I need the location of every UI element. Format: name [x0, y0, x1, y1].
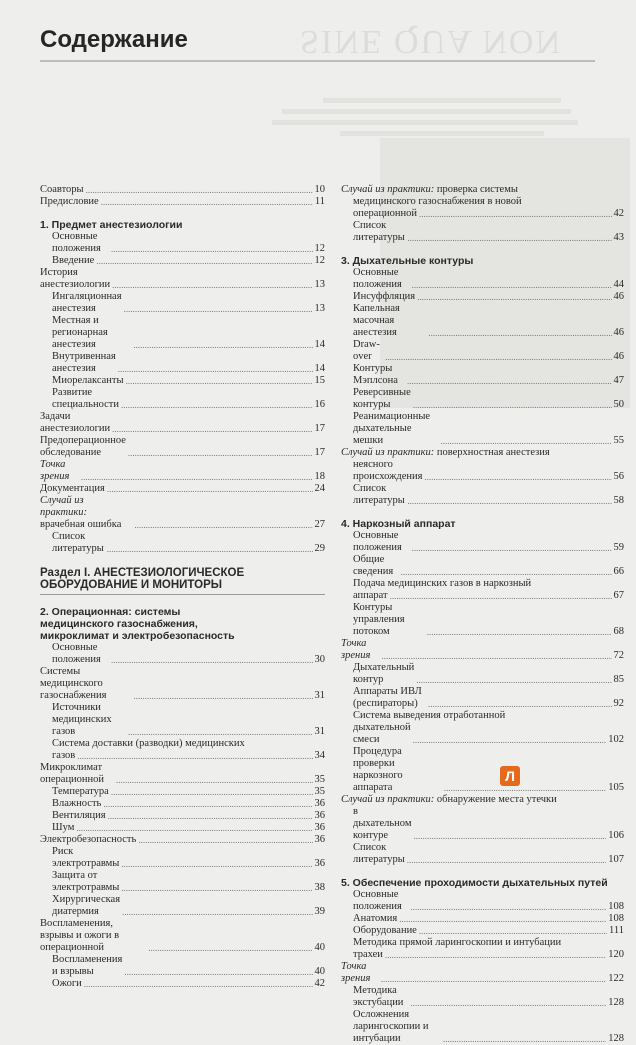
entry-title: Реанимационные дыхательные мешки	[353, 411, 431, 446]
entry-page: 68	[613, 626, 624, 637]
chapter-heading[interactable]: 1. Предмет анестезиологии	[40, 219, 183, 231]
leader-dots	[428, 327, 611, 339]
entry-page: 36	[314, 798, 325, 809]
leader-dots	[416, 674, 611, 686]
entry-title: Риск электротравмы	[52, 846, 120, 869]
entry-page: 16	[314, 399, 325, 410]
entry-title: трахеи	[353, 949, 383, 960]
leader-dots	[121, 882, 312, 894]
toc-entry[interactable]	[40, 918, 325, 954]
entry-title: Предоперационное обследование	[40, 435, 126, 458]
leader-dots	[76, 822, 312, 834]
entry-title: Введение	[52, 255, 95, 266]
leader-dots	[133, 690, 312, 702]
entry-page: 10	[314, 184, 325, 195]
entry-title: Защита от электротравмы	[52, 870, 120, 893]
toc-entry[interactable]	[341, 184, 624, 220]
entry-title: Температура	[52, 786, 109, 797]
entry-page: 40	[314, 942, 325, 953]
toc-entry[interactable]	[40, 196, 325, 208]
entry-page: 107	[608, 854, 624, 865]
entry-title: Подача медицинских газов в наркозный	[353, 578, 532, 589]
leader-dots	[428, 698, 612, 710]
publisher-logo-icon: Л	[500, 766, 520, 786]
entry-title: История анестезиологии	[40, 267, 111, 290]
entry-page: 111	[609, 925, 624, 936]
entry-page: 35	[314, 786, 325, 797]
toc-entry[interactable]	[40, 483, 325, 495]
entry-title: Анатомия	[353, 913, 398, 924]
entry-title: Внутривенная анестезия	[52, 351, 116, 374]
entry-title: Микроклимат операционной	[40, 762, 105, 785]
entry-title: Влажность	[52, 798, 102, 809]
entry-page: 31	[314, 726, 325, 737]
entry-page: 36	[314, 822, 325, 833]
chapter-heading[interactable]: 3. Дыхательные контуры	[341, 255, 474, 267]
toc-entry[interactable]	[40, 387, 325, 411]
leader-dots	[122, 906, 312, 918]
entry-page: 14	[314, 363, 325, 374]
entry-title: Предисловие	[40, 196, 99, 207]
toc-entry[interactable]	[341, 913, 624, 925]
leader-dots	[112, 423, 312, 435]
leader-dots	[108, 810, 313, 822]
leader-dots	[407, 375, 612, 387]
entry-page: 67	[613, 590, 624, 601]
leader-dots	[390, 590, 612, 602]
entry-page: 40	[314, 966, 325, 977]
toc-entry[interactable]	[341, 889, 624, 913]
leader-dots	[399, 913, 606, 925]
entry-page: 12	[314, 243, 325, 254]
leader-dots	[128, 447, 313, 459]
toc-entry[interactable]	[341, 291, 624, 303]
entry-page: 13	[314, 303, 325, 314]
leader-dots	[118, 363, 313, 375]
entry-title: Соавторы	[40, 184, 84, 195]
entry-page: 58	[613, 495, 624, 506]
entry-title: Точка зрения	[341, 638, 371, 661]
leader-dots	[124, 303, 313, 315]
toc-entry[interactable]	[40, 738, 325, 762]
bleed-through-text: SINE QUA NON	[300, 23, 562, 60]
leader-dots	[124, 966, 312, 978]
bleed-through-lines	[255, 92, 595, 142]
entry-title: Капельная масочная анестезия	[353, 303, 400, 338]
title-rule	[40, 60, 595, 62]
leader-dots	[401, 566, 612, 578]
part-rule	[40, 594, 325, 595]
entry-title: медицинского газоснабжения в новой	[353, 196, 522, 207]
entry-page: 34	[314, 750, 325, 761]
leader-dots	[121, 399, 313, 411]
entry-title: Ингаляционная анестезия	[52, 291, 122, 314]
entry-page: 36	[314, 810, 325, 821]
entry-title: Местная и регионарная анестезия	[52, 315, 108, 350]
leader-dots	[96, 255, 312, 267]
toc-entry[interactable]	[341, 985, 624, 1009]
entry-page: 35	[314, 774, 325, 785]
entry-title: Точка зрения	[40, 459, 70, 482]
leader-dots	[382, 650, 612, 662]
entry-title: Шум	[52, 822, 75, 833]
toc-entry[interactable]	[40, 291, 325, 315]
toc-entry[interactable]	[40, 459, 325, 483]
entry-title: Система доставки (разводки) медицинских	[52, 738, 245, 749]
toc-entry[interactable]	[341, 363, 624, 387]
chapter-heading-line: медицинского газоснабжения,	[40, 618, 198, 630]
leader-dots	[444, 782, 606, 794]
leader-dots	[385, 949, 606, 961]
entry-title: Список литературы	[353, 483, 405, 506]
toc-entry[interactable]	[341, 267, 624, 291]
part-heading-line: ОБОРУДОВАНИЕ И МОНИТОРЫ	[40, 579, 223, 591]
chapter-heading-line: 2. Операционная: системы	[40, 606, 181, 618]
leader-dots	[101, 196, 313, 208]
entry-title: Основные положения	[52, 642, 101, 665]
entry-title: Общие сведения	[353, 554, 394, 577]
leader-dots	[440, 435, 611, 447]
toc-entry[interactable]	[341, 483, 624, 507]
leader-dots	[116, 774, 313, 786]
entry-title: Контуры управления потоком	[353, 602, 405, 637]
toc-entry[interactable]	[40, 702, 325, 738]
toc-entry[interactable]	[40, 978, 325, 990]
chapter-heading-line: микроклимат и электробезопасность	[40, 630, 235, 642]
entry-page: 42	[613, 208, 624, 219]
leader-dots	[111, 654, 312, 666]
entry-title: Дыхательный контур	[353, 662, 415, 685]
toc-entry[interactable]	[341, 638, 624, 662]
toc-entry[interactable]	[341, 1009, 624, 1045]
entry-title: Точка зрения	[341, 961, 371, 984]
toc-entry[interactable]	[40, 894, 325, 918]
toc-entry[interactable]	[341, 686, 624, 710]
toc-entry[interactable]	[341, 746, 624, 794]
toc-entry[interactable]	[40, 435, 325, 459]
entry-page: 128	[608, 1033, 624, 1044]
entry-title: в дыхательном контуре	[353, 806, 412, 841]
toc-entry[interactable]	[40, 495, 325, 531]
entry-page: 17	[314, 447, 325, 458]
toc-entry[interactable]	[341, 662, 624, 686]
entry-page: 42	[314, 978, 325, 989]
entry-page: 29	[314, 543, 325, 554]
entry-page: 43	[613, 232, 624, 243]
entry-page: 105	[608, 782, 624, 793]
entry-page: 14	[314, 339, 325, 350]
entry-title: Осложнения ларингоскопии и интубации	[353, 1009, 429, 1044]
toc-entry[interactable]	[40, 255, 325, 267]
leader-dots	[111, 243, 312, 255]
entry-page: 120	[608, 949, 624, 960]
entry-title: Список литературы	[353, 842, 405, 865]
entry-title: поверхностная анестезия	[434, 447, 550, 458]
entry-title: Инсуффляция	[353, 291, 416, 302]
toc-entry[interactable]	[40, 184, 325, 196]
leader-dots	[443, 1033, 606, 1045]
toc-entry[interactable]	[341, 447, 624, 483]
entry-title: Список литературы	[52, 531, 104, 554]
toc-entry[interactable]	[40, 870, 325, 894]
entry-title: обнаружение места утечки	[434, 794, 557, 805]
entry-page: 106	[608, 830, 624, 841]
toc-entry[interactable]	[40, 315, 325, 351]
entry-title: Реверсивные контуры	[353, 387, 411, 410]
entry-page: 38	[314, 882, 325, 893]
entry-title: Основные положения	[353, 267, 402, 290]
entry-title: Развитие специальности	[52, 387, 119, 410]
entry-page: 36	[314, 858, 325, 869]
entry-page: 66	[613, 566, 624, 577]
leader-dots	[427, 626, 612, 638]
leader-dots	[385, 351, 611, 363]
toc-entry[interactable]	[341, 794, 624, 842]
entry-title: Система выведения отработанной	[353, 710, 506, 721]
entry-title: Вентиляция	[52, 810, 106, 821]
leader-dots	[107, 483, 313, 495]
entry-page: 85	[613, 674, 624, 685]
entry-title: Методика экстубации	[353, 985, 404, 1008]
entry-title: Источники медицинских газов	[52, 702, 112, 737]
toc-entry[interactable]	[40, 411, 325, 435]
entry-page: 44	[613, 279, 624, 290]
entry-page: 31	[314, 690, 325, 701]
leader-dots	[413, 399, 612, 411]
toc-left-column	[40, 184, 325, 990]
toc-entry[interactable]	[40, 846, 325, 870]
leader-dots	[410, 997, 606, 1009]
entry-page: 12	[314, 255, 325, 266]
entry-page: 59	[613, 542, 624, 553]
entry-page: 17	[314, 423, 325, 434]
entry-page: 46	[613, 327, 624, 338]
toc-entry[interactable]	[341, 220, 624, 244]
entry-title: Системы медицинского газоснабжения	[40, 666, 107, 701]
entry-page: 108	[608, 913, 624, 924]
leader-dots	[413, 830, 606, 842]
entry-page: 72	[613, 650, 624, 661]
leader-dots	[133, 339, 312, 351]
entry-title: Список литературы	[353, 220, 405, 243]
chapter-heading[interactable]: 4. Наркозный аппарат	[341, 518, 456, 530]
entry-title: Оборудование	[353, 925, 417, 936]
toc-entry[interactable]	[40, 267, 325, 291]
leader-dots	[148, 942, 312, 954]
leader-dots	[407, 854, 607, 866]
toc-entry[interactable]	[40, 666, 325, 702]
leader-dots	[84, 978, 313, 990]
entry-title: операционной	[353, 208, 418, 219]
entry-title: неясного происхождения	[353, 459, 423, 482]
leader-dots	[419, 208, 611, 220]
toc-entry[interactable]	[40, 954, 325, 978]
entry-title: проверка системы	[434, 184, 518, 195]
leader-dots	[419, 925, 607, 937]
entry-title: Воспламенения, взрывы и ожоги в операционной	[40, 918, 120, 953]
entry-page: 15	[314, 375, 325, 386]
part-heading-line: Раздел I. АНЕСТЕЗИОЛОГИЧЕСКОЕ	[40, 567, 245, 579]
page-title: Содержание	[40, 26, 188, 53]
entry-title: Воспламенения и взрывы	[52, 954, 123, 977]
entry-title: Аппараты ИВЛ (респираторы)	[353, 686, 422, 709]
leader-dots	[107, 543, 313, 555]
toc-entry[interactable]	[341, 411, 624, 447]
toc-entry[interactable]	[341, 303, 624, 339]
case-label: Случай из практики:	[341, 794, 435, 805]
entry-page: 108	[608, 901, 624, 912]
leader-dots	[111, 786, 313, 798]
leader-dots	[417, 291, 611, 303]
entry-page: 47	[613, 375, 624, 386]
leader-dots	[81, 471, 313, 483]
leader-dots	[410, 901, 606, 913]
entry-title: врачебная ошибка	[40, 519, 122, 530]
chapter-heading[interactable]	[40, 606, 325, 642]
leader-dots	[134, 519, 312, 531]
entry-page: 102	[608, 734, 624, 745]
toc-entry[interactable]	[40, 642, 325, 666]
entry-page: 13	[314, 279, 325, 290]
entry-title: Методика прямой ларингоскопии и интубации	[353, 937, 562, 948]
entry-page: 18	[314, 471, 325, 482]
entry-title: Основные положения	[353, 530, 402, 553]
toc-entry[interactable]	[40, 834, 325, 846]
entry-title: Хирургическая диатермия	[52, 894, 121, 917]
leader-dots	[424, 471, 611, 483]
entry-title: Электробезопасность	[40, 834, 137, 845]
entry-page: 36	[314, 834, 325, 845]
leader-dots	[412, 542, 612, 554]
toc-entry[interactable]	[341, 387, 624, 411]
toc-entry[interactable]	[341, 842, 624, 866]
entry-title: Документация	[40, 483, 105, 494]
leader-dots	[413, 734, 607, 746]
entry-title: дыхательной смеси	[353, 722, 411, 745]
entry-page: 50	[613, 399, 624, 410]
entry-title: Миорелаксанты	[52, 375, 124, 386]
toc-entry[interactable]	[341, 961, 624, 985]
entry-title: аппарат	[353, 590, 388, 601]
toc-entry[interactable]	[40, 375, 325, 387]
toc-entry[interactable]	[341, 925, 624, 937]
leader-dots	[77, 750, 312, 762]
toc-entry[interactable]	[40, 786, 325, 798]
entry-page: 56	[613, 471, 624, 482]
entry-page: 27	[314, 519, 325, 530]
leader-dots	[86, 184, 313, 196]
toc-right-column	[341, 184, 624, 1045]
leader-dots	[126, 375, 313, 387]
entry-title: газов	[52, 750, 76, 761]
toc-entry[interactable]	[341, 937, 624, 961]
toc-entry[interactable]	[40, 531, 325, 555]
toc-entry[interactable]	[40, 810, 325, 822]
toc-entry[interactable]	[341, 339, 624, 363]
leader-dots	[112, 279, 312, 291]
toc-entry[interactable]	[40, 762, 325, 786]
entry-title: Основные положения	[52, 231, 101, 254]
entry-title: Основные положения	[353, 889, 402, 912]
entry-page: 46	[613, 351, 624, 362]
toc-entry[interactable]	[341, 578, 624, 602]
entry-page: 11	[314, 196, 325, 207]
entry-title: Draw-over	[353, 339, 380, 362]
entry-title: Задачи анестезиологии	[40, 411, 111, 434]
toc-entry[interactable]	[341, 554, 624, 578]
toc-entry[interactable]	[341, 530, 624, 554]
entry-title: Процедура проверки наркозного аппарата	[353, 746, 403, 793]
toc-entry[interactable]	[40, 822, 325, 834]
toc-entry[interactable]	[341, 602, 624, 638]
leader-dots	[407, 232, 611, 244]
entry-page: 24	[314, 483, 325, 494]
toc-entry[interactable]	[341, 710, 624, 746]
toc-entry[interactable]	[40, 351, 325, 375]
part-heading[interactable]	[40, 567, 325, 591]
leader-dots	[128, 726, 313, 738]
toc-entry[interactable]	[40, 231, 325, 255]
case-label: Случай из практики:	[341, 447, 435, 458]
entry-page: 30	[314, 654, 325, 665]
entry-page: 46	[613, 291, 624, 302]
entry-page: 92	[613, 698, 624, 709]
leader-dots	[412, 279, 612, 291]
leader-dots	[407, 495, 611, 507]
entry-title: Ожоги	[52, 978, 82, 989]
entry-page: 122	[608, 973, 624, 984]
chapter-heading[interactable]: 5. Обеспечение проходимости дыхательных путей	[341, 877, 608, 889]
case-label: Случай из практики:	[40, 495, 88, 518]
leader-dots	[138, 834, 312, 846]
leader-dots	[381, 973, 606, 985]
entry-title: Контуры Мэплсона	[353, 363, 398, 386]
entry-page: 55	[613, 435, 624, 446]
leader-dots	[121, 858, 312, 870]
entry-page: 128	[608, 997, 624, 1008]
case-label: Случай из практики:	[341, 184, 435, 195]
entry-page: 39	[314, 906, 325, 917]
